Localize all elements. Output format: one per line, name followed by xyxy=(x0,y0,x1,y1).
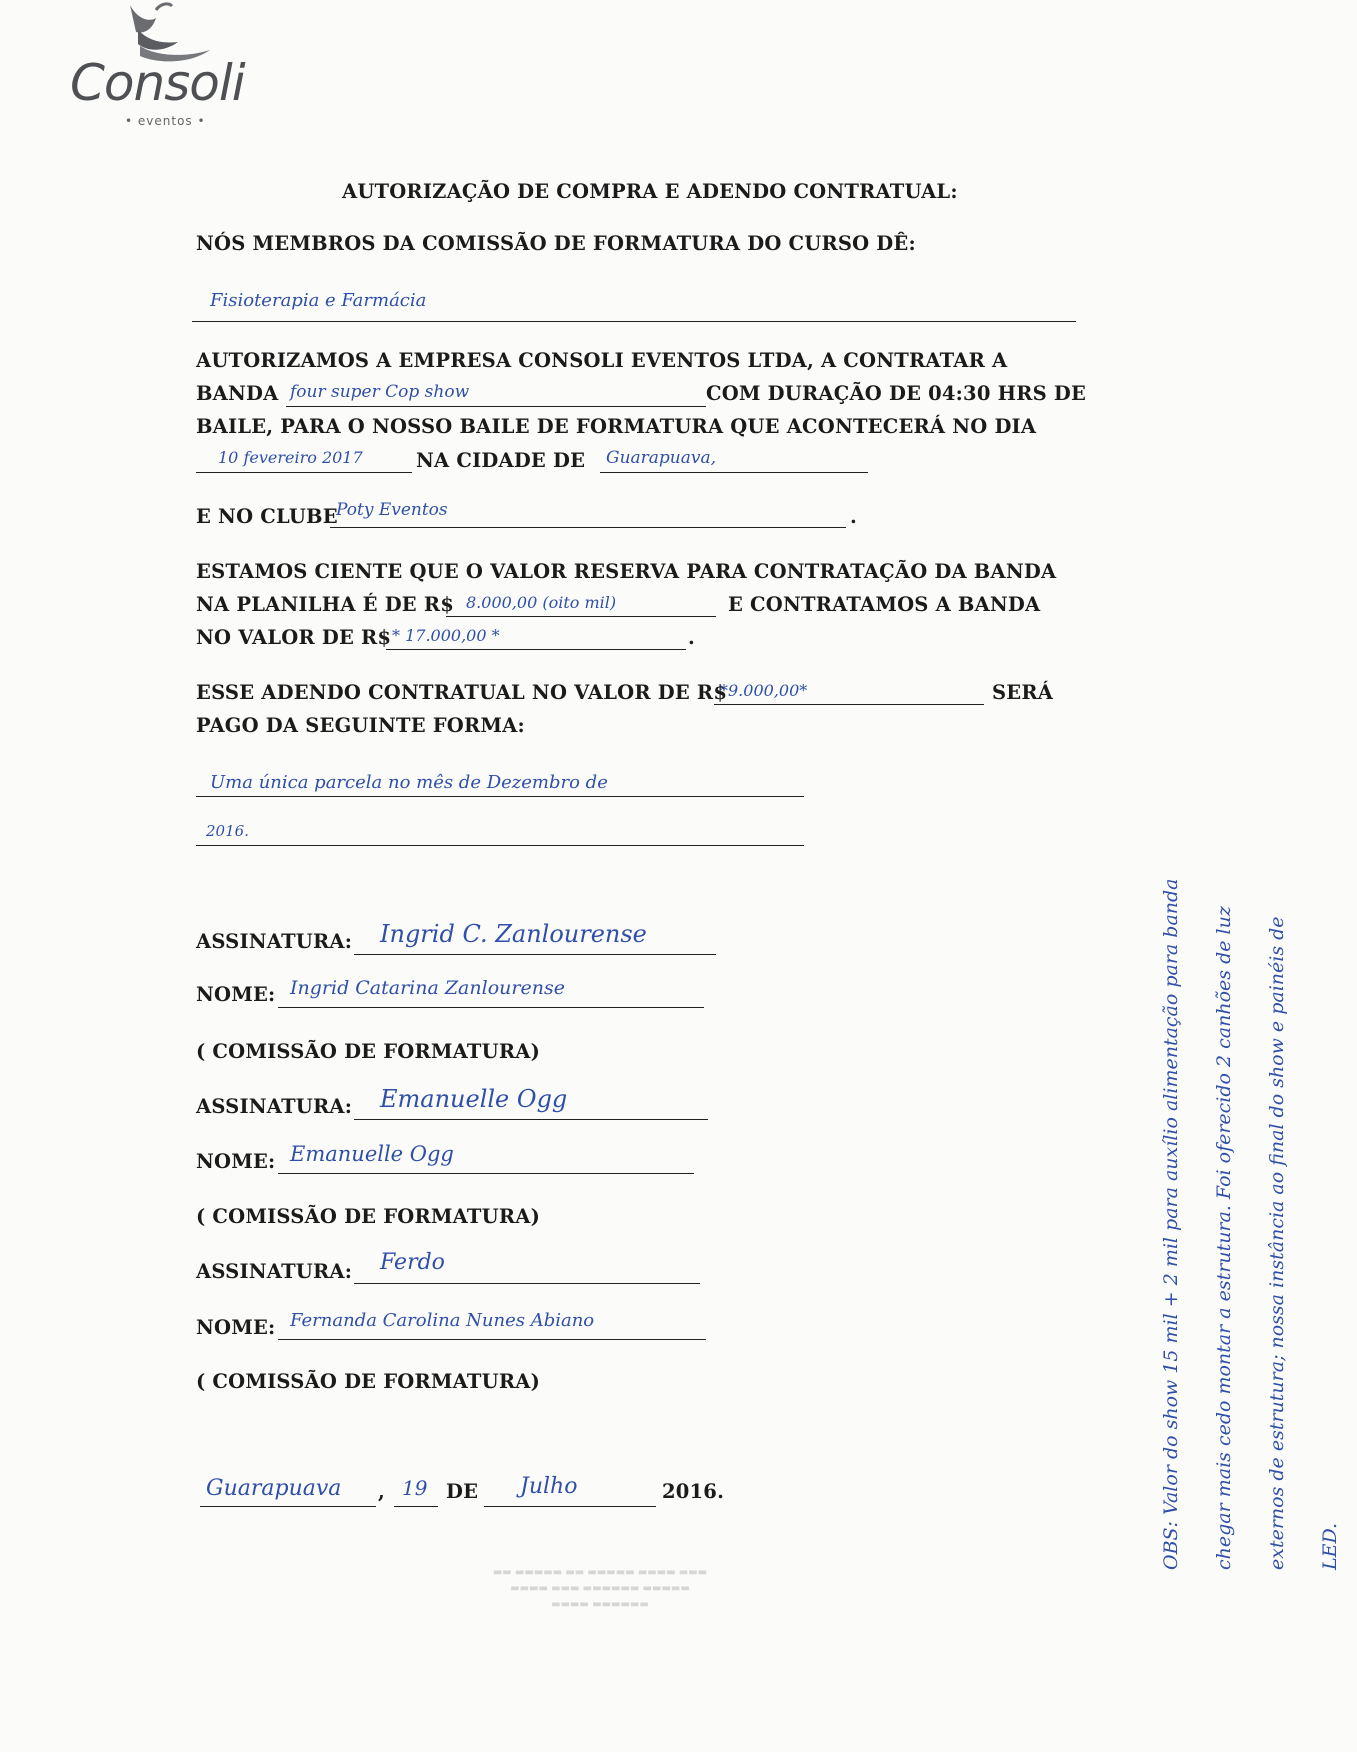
cidade-label: NA CIDADE DE xyxy=(416,449,586,472)
cidade-underline xyxy=(600,472,868,473)
signer2-assinatura-label: ASSINATURA: xyxy=(196,1095,353,1118)
signer3-signature: Ferdo xyxy=(380,1250,445,1275)
p2-line3b: . xyxy=(688,626,695,649)
signer3-assinatura-label: ASSINATURA: xyxy=(196,1260,353,1283)
logo-wordmark: Consoli xyxy=(70,54,245,112)
consoli-logo xyxy=(60,0,290,140)
signer2-comissao: ( COMISSÃO DE FORMATURA) xyxy=(196,1205,540,1228)
signer2-nome-label: NOME: xyxy=(196,1150,276,1173)
signer1-nome: Ingrid Catarina Zanlourense xyxy=(290,977,565,999)
closing-cidade-underline xyxy=(200,1506,376,1507)
course-value: Fisioterapia e Farmácia xyxy=(210,290,427,311)
signer1-signature: Ingrid C. Zanlourense xyxy=(380,920,647,948)
closing-dia: 19 xyxy=(402,1476,428,1500)
reserva-underline xyxy=(446,616,716,617)
closing-de: DE xyxy=(446,1480,479,1503)
document-title: AUTORIZAÇÃO DE COMPRA E ADENDO CONTRATUAL: xyxy=(342,180,958,203)
clube-end: . xyxy=(850,505,857,528)
signer3-nome-underline xyxy=(278,1339,706,1340)
signer1-nome-underline xyxy=(278,1007,704,1008)
obs-note: OBS: Valor do show 15 mil + 2 mil para auxílio alimentação para banda chegar mais cedo montar a estrutura. Foi oferecido 2 canhões de luz externos de estrutura; nossa instância ao final do show e painéis de LED. xyxy=(1160,878,1341,1570)
duracao-text: COM DURAÇÃO DE 04:30 HRS DE xyxy=(706,382,1087,405)
signer3-nome: Fernanda Carolina Nunes Abiano xyxy=(290,1310,595,1331)
adendo-underline xyxy=(714,704,984,705)
intro-text: NÓS MEMBROS DA COMISSÃO DE FORMATURA DO CURSO DÊ: xyxy=(196,232,916,255)
p1-line3: BAILE, PARA O NOSSO BAILE DE FORMATURA QUE ACONTECERÁ NO DIA xyxy=(196,415,1037,438)
p3-line1b: SERÁ xyxy=(992,681,1054,704)
signer1-comissao: ( COMISSÃO DE FORMATURA) xyxy=(196,1040,540,1063)
forma-line1: Uma única parcela no mês de Dezembro de xyxy=(210,772,608,793)
date-underline xyxy=(196,472,412,473)
p1-line1: AUTORIZAMOS A EMPRESA CONSOLI EVENTOS LTDA, A CONTRATAR A xyxy=(196,349,1008,372)
signer3-nome-label: NOME: xyxy=(196,1316,276,1339)
closing-comma: , xyxy=(378,1480,385,1503)
footer-address-block xyxy=(350,1565,850,1613)
signer2-nome-underline xyxy=(278,1173,694,1174)
closing-ano: 2016. xyxy=(662,1480,725,1503)
adendo-value: *9.000,00* xyxy=(720,681,808,700)
clube-value: Poty Eventos xyxy=(336,500,448,520)
closing-mes-underline xyxy=(484,1506,656,1507)
valor-value: * 17.000,00 * xyxy=(392,626,500,645)
logo-subtitle: • eventos • xyxy=(125,114,206,128)
signer2-signature: Emanuelle Ogg xyxy=(380,1085,568,1113)
p2-line2a: NA PLANILHA É DE R$ xyxy=(196,593,455,616)
p2-line3a: NO VALOR DE R$ xyxy=(196,626,392,649)
date-value: 10 fevereiro 2017 xyxy=(218,448,363,467)
closing-mes: Julho xyxy=(520,1474,578,1499)
banda-label: BANDA xyxy=(196,382,279,405)
signer3-assinatura-underline xyxy=(354,1283,700,1284)
valor-underline xyxy=(386,649,686,650)
signer1-assinatura-underline xyxy=(354,954,716,955)
footer-line: ▬▬▬▬ ▬▬▬ ▬▬▬▬▬▬ ▬▬▬▬▬ xyxy=(510,1583,690,1594)
p3-line1a: ESSE ADENDO CONTRATUAL NO VALOR DE R$ xyxy=(196,681,728,704)
banda-underline xyxy=(286,406,706,407)
forma-underline-2 xyxy=(196,845,804,846)
signer1-assinatura-label: ASSINATURA: xyxy=(196,930,353,953)
forma-underline-1 xyxy=(196,796,804,797)
signer2-assinatura-underline xyxy=(354,1119,708,1120)
course-underline xyxy=(192,321,1076,322)
p3-line2: PAGO DA SEGUINTE FORMA: xyxy=(196,714,525,737)
closing-cidade: Guarapuava xyxy=(206,1476,342,1501)
footer-line: ▬▬▬▬ ▬▬▬▬▬▬ xyxy=(551,1599,649,1610)
footer-line: ▬▬ ▬▬▬▬▬ ▬▬ ▬▬▬▬▬ ▬▬▬▬ ▬▬▬ xyxy=(492,1567,708,1578)
signer1-nome-label: NOME: xyxy=(196,983,276,1006)
p2-line2b: E CONTRATAMOS A BANDA xyxy=(728,593,1041,616)
clube-label: E NO CLUBE xyxy=(196,505,338,528)
reserva-value: 8.000,00 (oito mil) xyxy=(466,593,617,612)
forma-line2: 2016. xyxy=(206,822,249,840)
closing-dia-underline xyxy=(394,1506,438,1507)
cidade-value: Guarapuava, xyxy=(606,448,717,468)
signer3-comissao: ( COMISSÃO DE FORMATURA) xyxy=(196,1370,540,1393)
banda-value: four super Cop show xyxy=(290,382,470,402)
signer2-nome: Emanuelle Ogg xyxy=(290,1142,454,1166)
p2-line1: ESTAMOS CIENTE QUE O VALOR RESERVA PARA CONTRATAÇÃO DA BANDA xyxy=(196,560,1057,583)
clube-underline xyxy=(330,527,846,528)
